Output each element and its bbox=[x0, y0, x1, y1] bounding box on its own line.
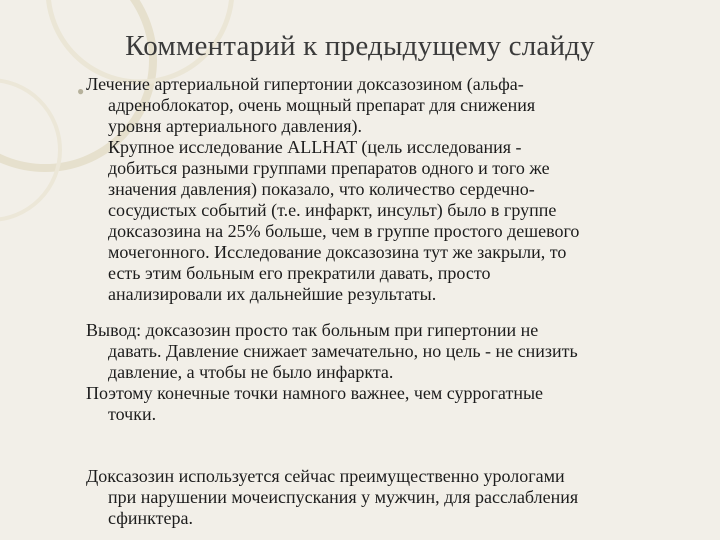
text-line: давление, а чтобы не было инфаркта. bbox=[108, 362, 394, 382]
text-line: Вывод: доксазозин просто так больным при гипертонии не bbox=[86, 320, 539, 340]
text-line: при нарушении мочеиспускания у мужчин, для расслабления bbox=[108, 487, 579, 507]
text-line: Лечение артериальной гипертонии доксазозином (альфа- bbox=[86, 74, 524, 94]
slide-title: Комментарий к предыдущему слайду bbox=[125, 30, 595, 62]
main-paragraph bbox=[86, 74, 706, 305]
conclusion-paragraph bbox=[86, 320, 706, 425]
text-line: сфинктера. bbox=[108, 508, 193, 528]
text-line: есть этим больным его прекратили давать, просто bbox=[108, 263, 491, 283]
usage-paragraph bbox=[86, 466, 706, 529]
text-line: уровня артериального давления). bbox=[108, 116, 362, 136]
text-line: анализировали их дальнейшие результаты. bbox=[108, 284, 437, 304]
text-line: сосудистых событий (т.е. инфаркт, инсульт) было в группе bbox=[108, 200, 557, 220]
text-line: Крупное исследование ALLHAT (цель исследования - bbox=[108, 137, 522, 157]
text-line: адреноблокатор, очень мощный препарат для снижения bbox=[108, 95, 536, 115]
text-line: давать. Давление снижает замечательно, но цель - не снизить bbox=[108, 341, 578, 361]
text-line: Доксазозин используется сейчас преимущественно урологами bbox=[86, 466, 565, 486]
text-line: точки. bbox=[108, 404, 157, 424]
text-line: мочегонного. Исследование доксазозина тут же закрыли, то bbox=[108, 242, 567, 262]
text-line: значения давления) показало, что количество сердечно- bbox=[108, 179, 535, 199]
round-bullet-icon: ● bbox=[77, 84, 85, 98]
text-line: добиться разными группами препаратов одного и того же bbox=[108, 158, 550, 178]
text-line: Поэтому конечные точки намного важнее, чем суррогатные bbox=[86, 383, 544, 403]
text-line: доксазозина на 25% больше, чем в группе простого дешевого bbox=[108, 221, 580, 241]
